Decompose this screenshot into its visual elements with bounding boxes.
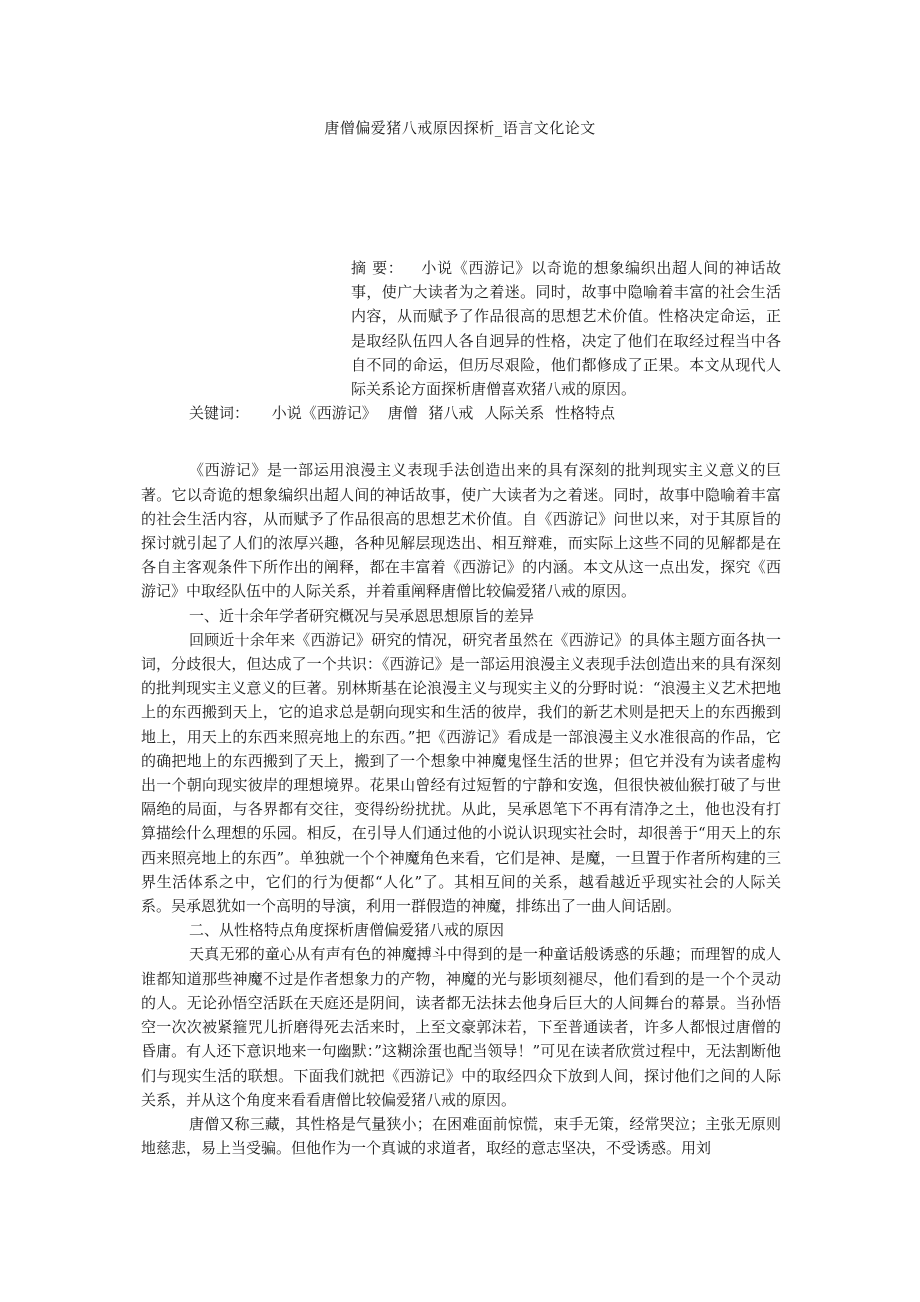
- paragraph-intro: 《西游记》是一部运用浪漫主义表现手法创造出来的具有深刻的批判现实主义意义的巨著。它以奇诡的想象编织出超人间的神话故事，使广大读者为之着迷。同时，故事中隐喻着丰富的社会生活内容，从而赋予了作品很高的思想艺术价值。自《西游记》问世以来，对于其原旨的探讨就引起了人们的浓厚兴趣，各种见解层现迭出、相互辩难，而实际上这些不同的见解都是在各自主客观条件下所作出的阐释，都在丰富着《西游记》的内涵。本文从这一点出发，探究《西游记》中取经队伍中的人际关系，并着重阐释唐僧比较偏爱猪八戒的原因。: [141, 461, 781, 601]
- paragraph-2: 天真无邪的童心从有声有色的神魔搏斗中得到的是一种童话般诱惑的乐趣；而理智的成人谁都知道那些神魔不过是作者想象力的产物，神魔的光与影顷刻褪尽，他们看到的是一个个灵动的人。无论孙悟空活跃在天庭还是阴间，读者都无法抹去他身后巨大的人间舞台的幕景。当孙悟空一次次被紧箍咒儿折磨得死去活来时，上至文豪郭沫若，下至普通读者，许多人都恨过唐僧的昏庸。有人还下意识地来一句幽默：”这糊涂蛋也配当领导！”可见在读者欣赏过程中，无法割断他们与现实生活的联想。下面我们就把《西游记》中的取经四众下放到人间，探讨他们之间的人际关系，并从这个角度来看看唐僧比较偏爱猪八戒的原因。: [141, 945, 781, 1109]
- document-body: [141, 256, 781, 1160]
- paragraph-3: 唐僧又称三藏，其性格是气量狭小；在困难面前惊慌，束手无策，经常哭泣；主张无原则地慈悲，易上当受骗。但他作为一个真诚的求道者，取经的意志坚决，不受诱惑。用刘: [141, 1114, 781, 1158]
- abstract-label: 摘 要：: [351, 259, 404, 277]
- keyword: 猪八戒: [428, 404, 474, 423]
- keyword: 唐僧: [387, 404, 418, 423]
- section-spacer: [141, 425, 781, 458]
- section-heading-1: 一、近十余年学者研究概况与吴承恩思想原旨的差异: [189, 606, 535, 625]
- keyword: 性格特点: [554, 404, 615, 423]
- keywords-label: 关键词：: [189, 404, 250, 423]
- paragraph-1: 回顾近十余年来《西游记》研究的情况，研究者虽然在《西游记》的具体主题方面各执一词，分歧很大，但达成了一个共识：《西游记》是一部运用浪漫主义表现手法创造出来的具有深刻的批判现实主义意义的巨著。别林斯基在论浪漫主义与现实主义的分野时说：“浪漫主义艺术把地上的东西搬到天上，它的追求总是朝向现实和生活的彼岸，我们的新艺术则是把天上的东西搬到地上，用天上的东西来照亮地上的东西。”把《西游记》看成是一部浪漫主义水准很高的作品，它的确把地上的东西搬到了天上，搬到了一个想象中神魔鬼怪生活的世界；但它并没有为读者虚构出一个朝向现实彼岸的理想境界。花果山曾经有过短暂的宁静和安逸，但很快被仙猴打破了与世隔绝的局面，与各界都有交往，变得纷纷扰扰。从此，吴承恩笔下不再有清净之土，他也没有打算描绘什么理想的乐园。相反，在引导人们通过他的小说认识现实社会时，却很善于“用天上的东西来照亮地上的东西”。单独就一个个神魔角色来看，它们是神、是魔，一旦置于作者所构建的三界生活体系之中，它们的行为便都“人化”了。其相互间的关系，越看越近乎现实社会的人际关系。吴承恩犹如一个高明的导演，利用一群假造的神魔，排练出了一曲人间话剧。: [141, 630, 781, 916]
- abstract-first-line: [141, 256, 781, 401]
- section-heading-2: 二、从性格特点角度探析唐僧偏爱猪八戒的原因: [189, 921, 505, 940]
- document-title: 唐僧偏爱猪八戒原因探析_语言文化论文: [324, 119, 596, 137]
- keywords-line: [141, 401, 781, 425]
- keyword: 小说《西游记》: [271, 404, 377, 423]
- keyword: 人际关系: [484, 404, 545, 423]
- abstract-text: 小说《西游记》以奇诡的想象编织出超人间的神话故事，使广大读者为之着迷。同时，故事中隐喻着丰富的社会生活内容，从而赋予了作品很高的思想艺术价值。性格决定命运，正是取经队伍四人各自迥异的性格，决定了他们在取经过程当中各自不同的命运，但历尽艰险，他们都修成了正果。本文从现代人际关系论方面探析唐僧喜欢猪八戒的原因。: [351, 259, 781, 399]
